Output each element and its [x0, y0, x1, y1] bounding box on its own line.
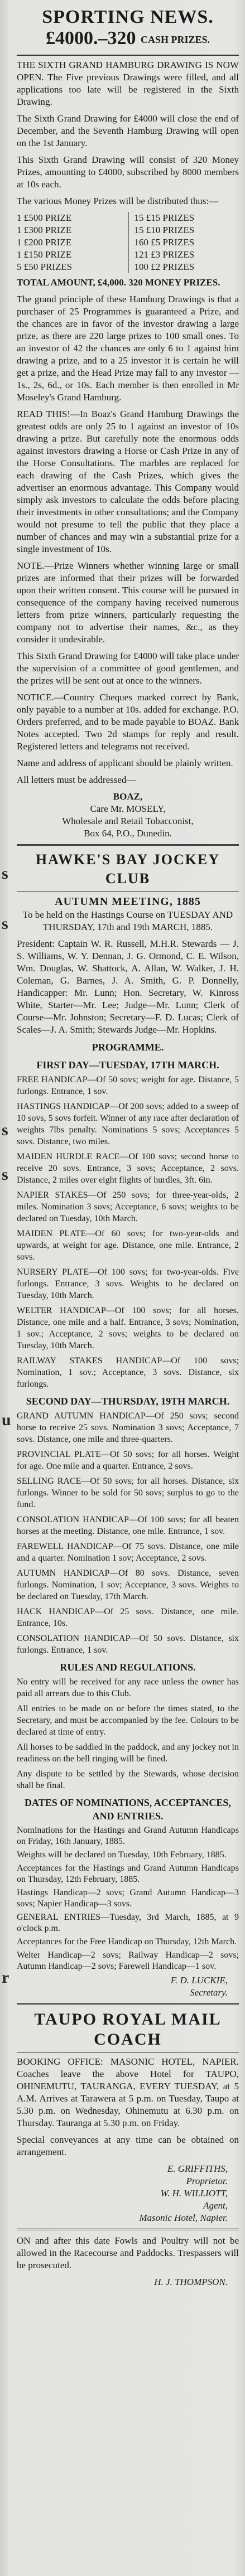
race-entry: RAILWAY STAKES HANDICAP—Of 100 sovs; Nomination, 1 sov.; Acceptance, 3 sovs. Distance, six furlongs. [17, 1356, 239, 1389]
gutter-mark: s [2, 1121, 8, 1139]
race-entry: CONSOLATION HANDICAP—Of 100 sovs; for all beaten horses at the meeting. Distance, one mile. Entrance, 1 sov. [17, 1515, 239, 1537]
proprietor-title: Proprietor. [186, 2176, 228, 2187]
sporting-news-banner: SPORTING NEWS. [42, 7, 214, 27]
gutter-mark: s [2, 1165, 8, 1184]
date-entry: Weights will be declared on Tuesday, 10th February, 1885. [17, 1850, 227, 1860]
race-entry: HASTINGS HANDICAP—Of 200 sovs; added to a sweep of 10 sovs, 5 sovs forfeit. Winner of any race after declaration of weights 7lbs penalty. Nominations 5 sovs; Acceptances 5 sovs. Distance, two miles. [17, 1102, 239, 1147]
prize-table [17, 212, 239, 273]
race-entry: FAREWELL HANDICAP—Of 75 sovs. Distance, one mile and a quarter. Nomination 1 sov; Acceptance, 2 sovs. [17, 1542, 239, 1563]
race-entry: FREE HANDICAP—Of 50 sovs; weight for age. Distance, 5 furlongs. Entrance, 1 sov. [17, 1075, 239, 1097]
secretary-signature: F. D. LUCKIE, [170, 1975, 228, 1986]
divider [17, 2003, 239, 2005]
rule-entry: All horses to be saddled in the paddock, and any jockey not in readiness on the bell ringing will be fined. [17, 1742, 239, 1764]
text-column [17, 4, 239, 2288]
sweep-paragraph: Name and address of applicant should be plainly written. [17, 758, 233, 769]
prize-item: 121 £3 PRIZES [134, 249, 195, 260]
gutter-mark: s [2, 864, 8, 883]
race-entry: CONSOLATION HANDICAP—Of 50 sovs. Distance, six furlongs. Entrance, 1 sov. [17, 1634, 239, 1655]
race-entry: NAPIER STAKES—Of 250 sovs; for three-year-olds, 2 miles. Nomination 3 sovs; Acceptance, 6 sovs; weights to be declared on Tuesday, 10th March. [17, 1190, 239, 1224]
address-name: BOAZ, [113, 791, 143, 802]
race-entry: MAIDEN HURDLE RACE—Of 100 sovs; second horse to receive 20 sovs. Entrance, 3 sovs; Acceptance, 2 sovs. Distance, 2 miles over eight flights of hurdles, 3ft. 6in. [17, 1152, 239, 1185]
prize-amount: £4000.–320 [45, 28, 136, 49]
rule-entry: No entry will be received for any race unless the owner has paid all arrears due to this Club. [17, 1677, 239, 1699]
address-line: Care Mr. MOSELY, [90, 803, 166, 815]
divider [17, 844, 239, 846]
day-one-heading: FIRST DAY—TUESDAY, 17TH MARCH. [36, 1059, 219, 1071]
prize-item: 1 £500 PRIZE [17, 212, 72, 224]
dates-heading: DATES OF NOMINATIONS, ACCEPTANCES, AND ENTRIES. [25, 1797, 231, 1822]
divider [17, 891, 239, 892]
prize-item: 15 £15 PRIZES [134, 212, 195, 224]
race-entry: MAIDEN PLATE—Of 60 sovs; for two-year-olds and upwards, at weight for age. Distance, one mile. Entrance, 2 sovs. [17, 1229, 239, 1262]
coach-booking: BOOKING OFFICE: MASONIC HOTEL, NAPIER. Coaches leave the above Hotel for TAUPO, OHINEMUTU, TAURANGA, EVERY TUESDAY, at 5 A.M. Arrives at Tarawera at 5 p.m. on Tuesday, Taupo at 5.30 p.m. on Wednesday, Ohinemutu at 6.30 p.m. on Thursday. Tauranga at 5.30 p.m. on Friday. [17, 2056, 239, 2129]
dates-list [17, 1825, 239, 1972]
date-entry: Nominations for the Hastings and Grand Autumn Handicaps on Friday, 16th January, 1885. [17, 1826, 239, 1847]
date-entry: Welter Handicap—2 sovs; Railway Handicap—2 sovs; Autumn Handicap—2 sovs; Farewell Handicap—1 sov. [17, 1950, 239, 1972]
prize-total: TOTAL AMOUNT, £4,000. 320 MONEY PRIZES. [17, 277, 220, 288]
race-entry: HACK HANDICAP—Of 25 sovs. Distance, one mile. Entrance, 10s. [17, 1607, 239, 1629]
race-entry: PROVINCIAL PLATE—Of 50 sovs; for all horses. Weight for age. One mile and a quarter. Entrance, 2 sovs. [17, 1450, 239, 1471]
prize-item: 1 £200 PRIZE [17, 237, 72, 248]
race-entry: WELTER HANDICAP—Of 100 sovs; for all horses. Distance, one mile and a half. Entrance, 3 sovs; Nomination, 1 sov.; Acceptance, 2 sovs; weights to be declared on Tuesday, 10th March. [17, 1306, 239, 1351]
date-entry: Hastings Handicap—2 sovs; Grand Autumn Handicap—3 sovs; Napier Handicap—3 sovs. [17, 1888, 239, 1909]
address-line: Wholesale and Retail Tobacconist, [62, 816, 194, 827]
divider [17, 55, 239, 56]
sweep-paragraph: NOTE.—Prize Winners whether winning large or small prizes are informed that their prizes will be forwarded upon their written consent. This course will be pursued in consequence of the company having received numerous letters from prize winners, particularly requesting the company not to advertise their names, &c., as they consider it undesirable. [17, 560, 239, 645]
prize-column-left [17, 212, 122, 273]
agent-title: Agent, [203, 2200, 228, 2211]
closing-notice: ON and after this date Fowls and Poultry will not be allowed in the Racecourse and Paddocks. Trespassers will be prosecuted. [17, 2235, 239, 2271]
prize-column-right [128, 212, 239, 273]
race-entry: SELLING RACE—Of 50 sovs; for all horses. Distance, six furlongs. Winner to be sold for 50 sovs; surplus to go to the fund. [17, 1476, 239, 1510]
gutter-mark: s [2, 914, 8, 933]
sweep-paragraph: NOTICE.—Country Cheques marked correct by Bank, only payable to a number at 10s. added for exchange. P.O. Orders preferred, and to be made payable to BOAZ. Bank Notes accepted. Two 2d stamps for reply and result. Registered letters and telegrams not received. [17, 692, 239, 752]
race-entry: AUTUMN HANDICAP—Of 80 sovs. Distance, seven furlongs. Nomination, 1 sov; Acceptance, 3 sovs. Weights to be declared on Tuesday, 17th March. [17, 1568, 239, 1602]
gutter-column-marks [0, 0, 12, 2576]
gutter-mark: u [2, 1411, 11, 1429]
date-entry: GENERAL ENTRIES—Tuesday, 3rd March, 1885, at 9 o'clock p.m. [17, 1912, 239, 1934]
prize-item: 1 £300 PRIZE [17, 225, 72, 236]
secretary-title: Secretary. [190, 1987, 228, 1998]
sweep-paragraph: READ THIS!—In Boaz's Grand Hamburg Drawings the greatest odds are only 25 to 1 against an investor of 10s drawing a prize. But carefully note the enormous odds against investors drawing a Horse or Cash Prize in any of the Horse Consultations. The marbles are replaced for each drawing of the Cash Prizes, which gives the advertiser an enormous advantage. This Company would simply ask investors to calculate the odds before placing their investments in other consultations; and the Company would not presume to tell the public that they place a number of chances and may win a substantial prize for a single investment of 10s. [17, 409, 239, 555]
rule-entry: All entries to be made on or before the times stated, to the Secretary, and must be accompanied by the fee. Colours to be declared at time of entry. [17, 1704, 239, 1737]
prize-item: 5 £50 PRIZES [17, 262, 73, 273]
prize-amount-headline [17, 28, 239, 50]
coach-special: Special conveyances at any time can be obtained on arrangement. [17, 2134, 239, 2158]
proprietor-name: E. GRIFFITHS, [167, 2163, 228, 2175]
sweep-intro: THE SIXTH GRAND HAMBURG DRAWING IS NOW OPEN. The Five previous Drawings were filled, and all applications too late will be registered in the Sixth Drawing. [17, 60, 239, 108]
agent-address: Masonic Hotel, Napier. [139, 2212, 228, 2224]
gutter-mark: r [2, 1968, 9, 1987]
rules-heading: RULES AND REGULATIONS. [60, 1662, 196, 1673]
prize-item: 100 £2 PRIZES [134, 262, 195, 273]
club-officers: President: Captain W. R. Russell, M.H.R. Stewards — J. S. Williams, W. Y. Dennan, J. G. Ormond, C. E. Wilson, Wm. Douglas, W. Shattock, A. Allan, W. Walker, J. H. Coleman, G. Barnes, J. A. Smith, G. P. Donnelly, Handicapper: Mr. Lunn; Hon. Secretary, W. Kinross White, Starter—Mr. Lee; Judge—Mr. Lunn; Clerk of Course—Mr. Johnston; Secretary—F. D. Lucas; Clerk of Scales—J. A. Smith; Stewards Judge—Mr. Hopkins. [17, 938, 239, 1035]
meeting-heading: AUTUMN MEETING, 1885 [55, 895, 201, 908]
prize-item: 160 £5 PRIZES [134, 237, 195, 248]
agent-name: W. H. WILLIOTT, [160, 2188, 228, 2199]
rule-entry: Any dispute to be settled by the Stewards, whose decision shall be final. [17, 1769, 239, 1791]
programme-heading: PROGRAMME. [92, 1042, 164, 1053]
prize-item: 15 £10 PRIZES [134, 225, 195, 236]
closing-signature: H. J. THOMPSON. [154, 2277, 228, 2288]
prize-item: 1 £150 PRIZE [17, 249, 72, 260]
address-line: Box 64, P.O., Dunedin. [84, 828, 172, 839]
date-entry: Acceptances for the Hastings and Grand Autumn Handicaps on Thursday, 12th February, 1885. [17, 1863, 239, 1885]
sweep-paragraph: The grand principle of these Hamburg Drawings is that a purchaser of 25 Programmes is guaranteed a Prize, and the chances are in favor of the investor drawing a large prize, as there are 220 large prizes to 100 small ones. To an investor of 42 the chances are only 6 to 1 against him drawing a prize, and to a 25 investor it is certain he will get a prize, and the Head Prize may fall to any investor — 1s., 2s, 6d., or 10s. Each member is then enrolled in Mr Moseley's Grand Hamburg. [17, 294, 239, 403]
meeting-details: To be held on the Hastings Course on TUESDAY AND THURSDAY, 17th and 19th MARCH, 1885. [22, 909, 233, 933]
jockey-club-title: HAWKE'S BAY JOCKEY CLUB [35, 851, 220, 887]
race-entry: GRAND AUTUMN HANDICAP—Of 250 sovs; second horse to receive 25 sovs. Nomination 3 sovs; Acceptance, 7 sovs. Distance, one mile and three-quarters. [17, 1411, 239, 1445]
sweep-paragraph: This Sixth Grand Drawing will consist of 320 Money Prizes, amounting to £4000, subscribed by 8000 members at 10s each. [17, 154, 239, 190]
race-entry: NURSERY PLATE—Of 100 sovs; for two-year-olds. Five furlongs. Entrance, 3 sovs. Weights to be declared on Tuesday, 10th March. [17, 1267, 239, 1301]
coach-title: TAUPO ROYAL MAIL COACH [34, 2010, 222, 2049]
sweep-paragraph: The various Money Prizes will be distributed thus:— [17, 196, 219, 207]
date-entry: Acceptances for the Free Handicap on Thursday, 12th March. [17, 1937, 237, 1947]
prize-amount-suffix: CASH PRIZES. [140, 34, 210, 46]
divider [17, 2229, 239, 2230]
sweep-paragraph: All letters must be addressed— [17, 774, 136, 786]
sweep-paragraph: This Sixth Grand Drawing for £4000 will take place under the supervision of a committee of good gentlemen, and the prizes will be sent out at once to the winners. [17, 651, 239, 686]
day-two-heading: SECOND DAY—THURSDAY, 19TH MARCH. [26, 1396, 230, 1407]
divider [17, 2052, 239, 2053]
sweep-paragraph: The Sixth Grand Drawing for £4000 will close the end of December, and the Seventh Hamburg Drawing will open on the 1st January. [17, 113, 239, 149]
